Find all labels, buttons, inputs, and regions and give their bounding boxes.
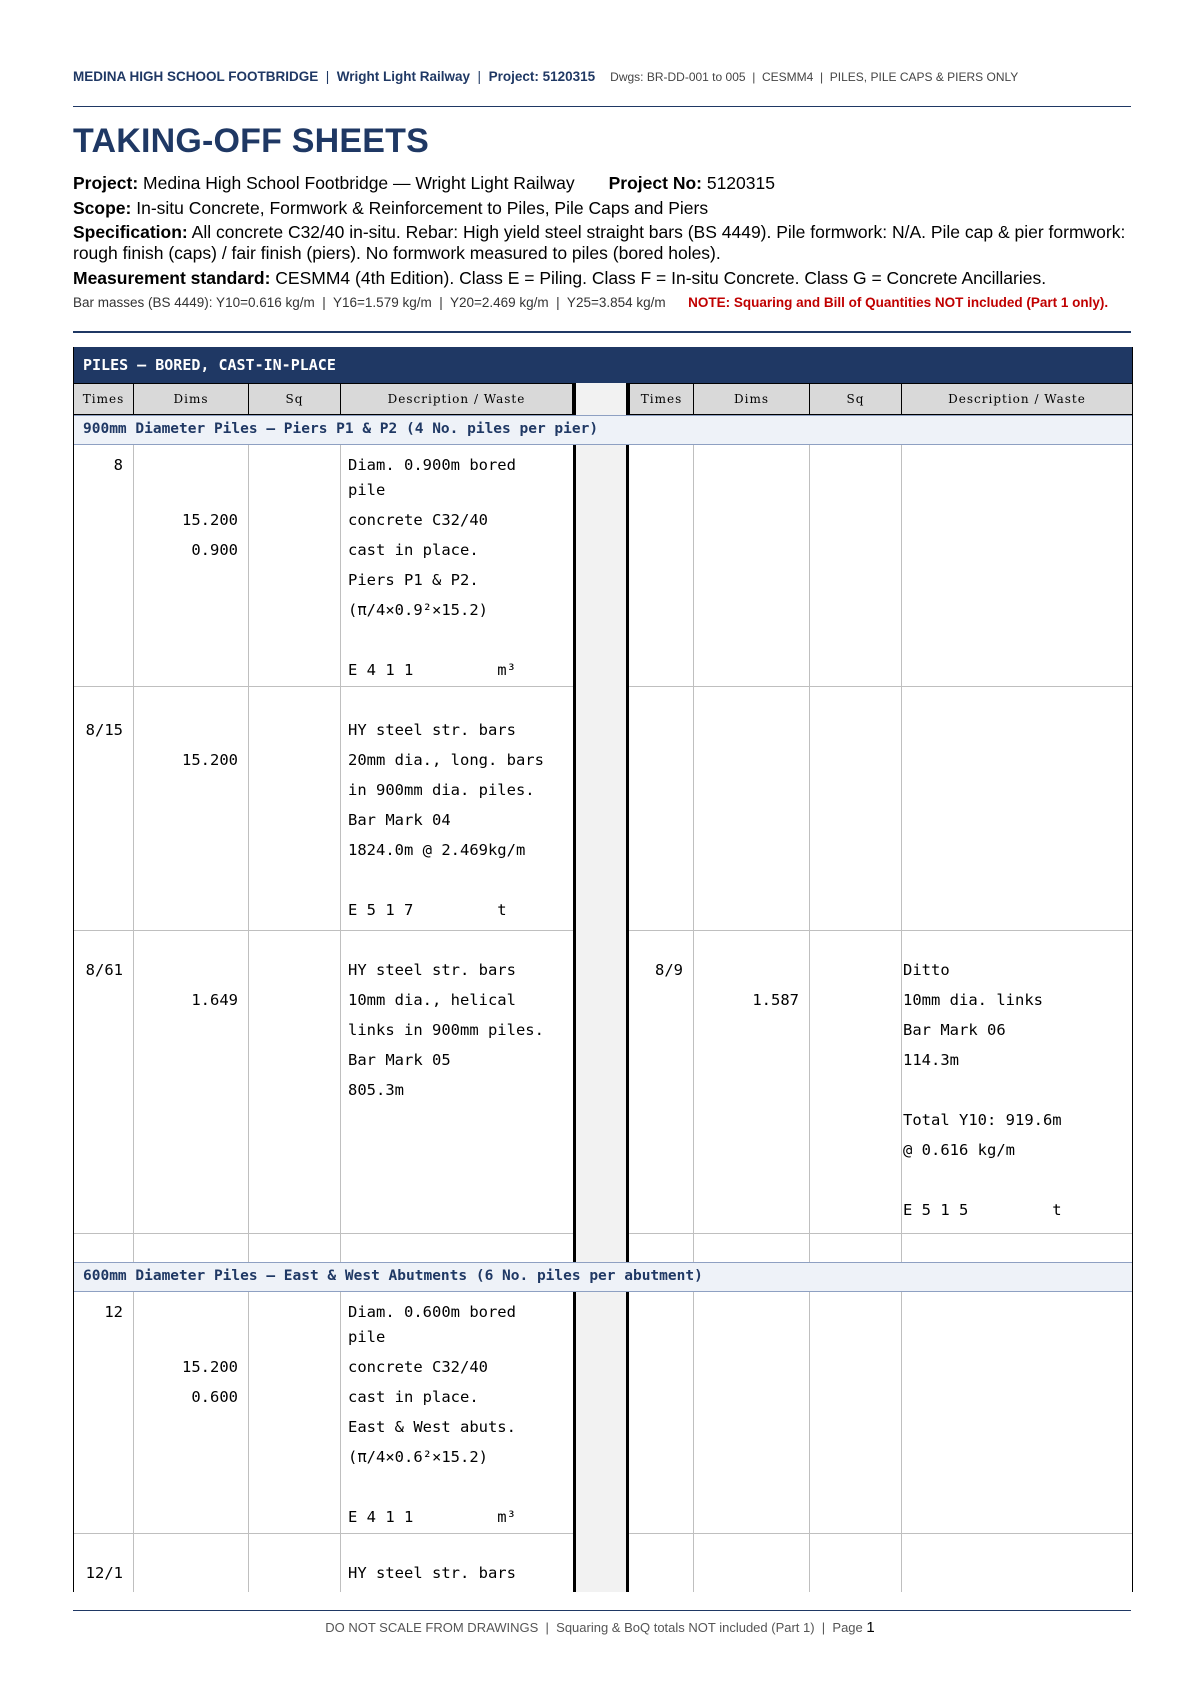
- page-footer: [0, 1619, 1200, 1636]
- description-line: cast in place.: [348, 541, 479, 559]
- meas-label: Measurement standard:: [73, 268, 271, 288]
- col-dims-right: Dims: [693, 383, 810, 415]
- description-line: pile: [348, 1328, 386, 1346]
- cesmm-code: E 4 1 1 m³: [348, 661, 516, 679]
- description-line: HY steel str. bars: [348, 961, 516, 979]
- description-line: 805.3m: [348, 1081, 404, 1099]
- header-client: Wright Light Railway: [336, 69, 471, 84]
- spec-value: All concrete C32/40 in-situ. Rebar: High yield steel straight bars (BS 4449). Pile formwork: N/A. Pile cap & pier formwork: rough finish (caps) / fair finish (piers). No formwork measured to piles (bored holes).: [73, 222, 1126, 263]
- times-value: 8/9: [655, 961, 683, 979]
- cesmm-code: E 5 1 7 t: [348, 901, 507, 919]
- page-title: TAKING-OFF SHEETS: [73, 122, 429, 160]
- subheading: 900mm Diameter Piles — Piers P1 & P2 (4 No. piles per pier): [73, 415, 1133, 445]
- grid-line: [340, 415, 341, 1592]
- project-value: Medina High School Footbridge — Wright Light Railway: [138, 173, 575, 193]
- subheading: 600mm Diameter Piles — East & West Abutments (6 No. piles per abutment): [73, 1262, 1133, 1292]
- dims-value: 1.587: [752, 991, 799, 1009]
- bar-masses: [73, 295, 1133, 311]
- footer-rule: [73, 1610, 1131, 1611]
- description-line: pile: [348, 481, 386, 499]
- dims-value: 0.600: [191, 1388, 238, 1406]
- note-text: NOTE: Squaring and Bill of Quantities NOT included (Part 1 only).: [688, 295, 1109, 310]
- description-line: links in 900mm piles.: [348, 1021, 544, 1039]
- dims-value: 15.200: [182, 1358, 238, 1376]
- info-rule: [73, 331, 1131, 333]
- dims-value: 15.200: [182, 511, 238, 529]
- page-number: 1: [866, 1619, 875, 1636]
- description-line: HY steel str. bars: [348, 721, 516, 739]
- dims-value: 15.200: [182, 751, 238, 769]
- dims-value: 0.900: [191, 541, 238, 559]
- description-line: 114.3m: [903, 1051, 959, 1069]
- description-line: (π/4×0.9²×15.2): [348, 601, 488, 619]
- header-rule: [73, 106, 1131, 107]
- times-value: 8/15: [85, 721, 123, 739]
- description-line: East & West abuts.: [348, 1418, 516, 1436]
- header-sep: |: [318, 69, 337, 84]
- header-sep: |: [470, 69, 489, 84]
- description-line: Diam. 0.600m bored: [348, 1303, 516, 1321]
- description-line: 20mm dia., long. bars: [348, 751, 544, 769]
- section-title: PILES — BORED, CAST-IN-PLACE: [73, 347, 1133, 383]
- info-specification: [73, 222, 1133, 264]
- description-line: Bar Mark 06: [903, 1021, 1006, 1039]
- description-line: (π/4×0.6²×15.2): [348, 1448, 488, 1466]
- running-header: [73, 68, 1131, 86]
- description-line: Total Y10: 919.6m: [903, 1111, 1062, 1129]
- cesmm-code: E 5 1 5 t: [903, 1201, 1062, 1219]
- project-label: Project:: [73, 173, 139, 193]
- project-no-label: Project No:: [608, 173, 702, 193]
- spec-label: Specification:: [73, 222, 188, 242]
- col-sq-left: Sq: [248, 383, 341, 415]
- grid-line: [809, 415, 810, 1592]
- grid-line: [248, 415, 249, 1592]
- bar-masses-text: Bar masses (BS 4449): Y10=0.616 kg/m | Y16=1.579 kg/m | Y20=2.469 kg/m | Y25=3.854 kg/m: [73, 295, 666, 310]
- page-divider: [573, 383, 629, 1592]
- description-line: 10mm dia. links: [903, 991, 1043, 1009]
- description-line: concrete C32/40: [348, 511, 488, 529]
- header-project-no: Project: 5120315: [488, 69, 596, 84]
- description-line: Bar Mark 04: [348, 811, 451, 829]
- description-line: @ 0.616 kg/m: [903, 1141, 1015, 1159]
- description-line: in 900mm dia. piles.: [348, 781, 535, 799]
- info-project: [73, 173, 1133, 194]
- description-line: concrete C32/40: [348, 1358, 488, 1376]
- meas-value: CESMM4 (4th Edition). Class E = Piling. Class F = In-situ Concrete. Class G = Concrete Ancillaries.: [270, 268, 1047, 288]
- taking-off-table: [73, 347, 1133, 1592]
- times-value: 12: [104, 1303, 123, 1321]
- description-line: HY steel str. bars: [348, 1564, 516, 1582]
- times-value: 8: [113, 456, 123, 474]
- header-project: MEDINA HIGH SCHOOL FOOTBRIDGE: [73, 69, 319, 84]
- description-line: Piers P1 & P2.: [348, 571, 479, 589]
- times-value: 8/61: [85, 961, 123, 979]
- description-line: Diam. 0.900m bored: [348, 456, 516, 474]
- cesmm-code: E 4 1 1 m³: [348, 1508, 516, 1526]
- col-dims-left: Dims: [133, 383, 249, 415]
- col-times-right: Times: [629, 383, 694, 415]
- scope-value: In-situ Concrete, Formwork & Reinforcement to Piles, Pile Caps and Piers: [131, 198, 709, 218]
- description-line: 10mm dia., helical: [348, 991, 516, 1009]
- info-measurement: [73, 268, 1133, 289]
- description-line: Ditto: [903, 961, 950, 979]
- col-desc-right: Description / Waste: [901, 383, 1133, 415]
- project-no-value: 5120315: [701, 173, 775, 193]
- header-dwgs: Dwgs: BR-DD-001 to 005 | CESMM4 | PILES, PILE CAPS & PIERS ONLY: [610, 70, 1019, 84]
- col-desc-left: Description / Waste: [340, 383, 573, 415]
- footer-text: DO NOT SCALE FROM DRAWINGS | Squaring & BoQ totals NOT included (Part 1) | Page: [325, 1620, 867, 1635]
- scope-label: Scope:: [73, 198, 132, 218]
- description-line: Bar Mark 05: [348, 1051, 451, 1069]
- grid-line: [901, 415, 902, 1592]
- col-times-left: Times: [73, 383, 134, 415]
- info-scope: [73, 198, 1133, 219]
- times-value: 12/1: [85, 1564, 123, 1582]
- description-line: cast in place.: [348, 1388, 479, 1406]
- dims-value: 1.649: [191, 991, 238, 1009]
- column-header-row: [73, 383, 1133, 415]
- col-sq-right: Sq: [809, 383, 902, 415]
- description-line: 1824.0m @ 2.469kg/m: [348, 841, 526, 859]
